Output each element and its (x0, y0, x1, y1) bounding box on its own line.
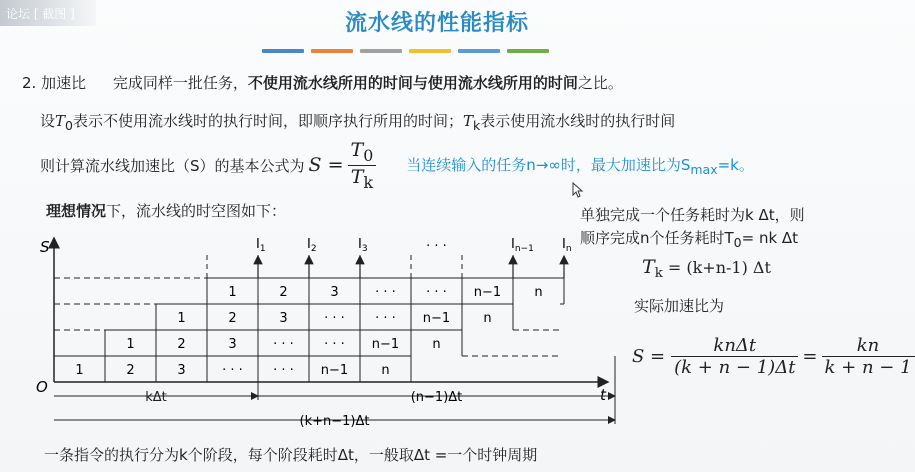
side-line2: 顺序完成n个任务耗时$T_0=$ nk Δt (580, 229, 799, 250)
output-label-sub: 2 (310, 244, 317, 254)
stage-cell-label: 1 (177, 311, 186, 326)
stage-cell-label: · · · (375, 311, 396, 326)
t-axis-label: t (600, 386, 606, 404)
line2-part1: 设 (40, 112, 56, 130)
section-name: 加速比 (41, 74, 87, 92)
stage-cell-label: n−1 (422, 311, 451, 326)
stage-cell-label: 1 (75, 363, 84, 378)
stage-cell-label: 3 (330, 285, 339, 300)
stage-cell-label: · · · (324, 311, 345, 326)
definition-bold: 不使用流水线所用的时间与使用流水线所用的时间 (247, 74, 578, 92)
s-lhs: S = (632, 345, 666, 367)
formula-denominator: T (350, 165, 364, 188)
output-label: $I_3$ (358, 237, 368, 254)
definition-prefix: 完成同样一批任务， (112, 74, 248, 92)
title-underline-bar (409, 49, 451, 53)
dim-n1dt-label: (n−1)Δt (410, 390, 463, 405)
stage-cell-label: · · · (273, 337, 294, 352)
side-line1: 单独完成一个任务耗时为k Δt，则 (580, 206, 805, 224)
stage-cell-label: 2 (228, 311, 237, 326)
stage-cell-label: 3 (177, 363, 186, 378)
stage-cell-label: n (432, 337, 441, 352)
output-label-sub: 1 (259, 244, 266, 254)
formula-denominator-sub: k (363, 172, 374, 192)
title-underline-bar (507, 49, 549, 53)
tk-symbol: T (463, 112, 474, 130)
mouse-cursor-icon (572, 182, 584, 198)
title-underline-bar (458, 49, 500, 53)
t0-symbol: T (55, 112, 66, 130)
watermark-corner: 论坛 [ 截图 ] (0, 0, 96, 26)
stage-cell-label: 3 (279, 311, 288, 326)
stage-cell-label: n−1 (371, 337, 400, 352)
dim-total-label: (k+n−1)Δt (299, 414, 370, 429)
line2-part3: 表示使用流水线时的执行时间 (480, 112, 676, 130)
formula-numerator: T (350, 138, 364, 161)
origin-label: O (36, 378, 48, 396)
stage-cell-label: n−1 (473, 285, 502, 300)
t0-subscript: 0 (65, 118, 73, 133)
note-subscript: max (690, 161, 718, 177)
line3-text: 则计算流水线加速比（S）的基本公式为 (40, 156, 305, 175)
definition-suffix: 之比。 (577, 74, 623, 92)
ideal-case-line (46, 200, 286, 221)
stage-cell-label: · · · (222, 363, 243, 378)
note-end: =k。 (717, 155, 754, 174)
stage-cell-label: · · · (324, 337, 345, 352)
stage-cell-label: 1 (126, 337, 135, 352)
output-label-sub: 3 (361, 244, 368, 254)
tk-formula: $T_k = (k+n-1)$ Δt (642, 256, 771, 282)
dim-kdt-label: kΔt (145, 390, 167, 405)
output-ellipsis: · · · (426, 239, 447, 254)
actual-speedup-label: 实际加速比为 (634, 297, 725, 315)
title-underline-bar (360, 49, 402, 53)
max-speedup-note (406, 154, 754, 177)
output-label-sub: n−1 (514, 244, 534, 254)
footer-note: 一条指令的执行分为k个阶段，每个阶段耗时Δt，一般取Δt =一个时钟周期 (44, 446, 538, 464)
stage-cell-label: n−1 (320, 363, 349, 378)
stage-cell-label: 2 (177, 337, 186, 352)
stage-cell-label: · · · (426, 285, 447, 300)
output-label: $I_2$ (307, 237, 317, 254)
formula-lhs: S = (308, 154, 344, 176)
page-title: 流水线的性能指标 (344, 11, 529, 36)
title-underline-bar (262, 49, 304, 53)
ideal-text: 下，流水线的时空图如下： (106, 202, 287, 220)
t0-tk-definition (40, 110, 675, 133)
formula-fraction (348, 139, 377, 192)
fraction-2: $\frac{kn}{k + n - 1}$ (822, 335, 915, 378)
formula-numerator-sub: 0 (363, 145, 374, 165)
pipeline-time-space-diagram (0, 230, 620, 440)
stage-cell-label: 2 (126, 363, 135, 378)
section-number: 2. (22, 74, 37, 92)
stage-cell-label: n (381, 363, 390, 378)
output-label: $I_1$ (256, 237, 266, 254)
note-text: 当连续输入的任务n→∞时，最大加速比为S (406, 155, 691, 174)
stage-cell-label: · · · (273, 363, 294, 378)
speedup-formula-line (40, 140, 754, 190)
line2-part2: 表示不使用流水线时的执行时间，即顺序执行所用的时间； (72, 112, 463, 130)
output-label-sub: n (565, 244, 572, 254)
stage-cell-label: n (534, 285, 543, 300)
s-axis-label: S (40, 238, 50, 256)
fraction-1: $\frac{\text{knΔt}}{(k + n - 1)\Delta t}$ (671, 335, 798, 378)
stage-cell-label: 1 (228, 285, 237, 300)
stage-cell-label: n (483, 311, 492, 326)
output-label: $I_{n-1}$ (511, 237, 534, 254)
section-heading (22, 72, 623, 93)
ideal-bold: 理想情况 (46, 202, 107, 220)
tk-subscript: k (473, 118, 481, 133)
stage-cell-label: 2 (279, 285, 288, 300)
output-label: $I_n$ (562, 237, 572, 254)
stage-cell-label: 3 (228, 337, 237, 352)
stage-cell-label: · · · (375, 285, 396, 300)
actual-speedup-formula: S = $\frac{\text{knΔt}}{(k + n - 1)\Delta t}$ = $\frac{kn}{k + n - 1}$ (632, 328, 915, 384)
title-underline-bar (311, 49, 353, 53)
